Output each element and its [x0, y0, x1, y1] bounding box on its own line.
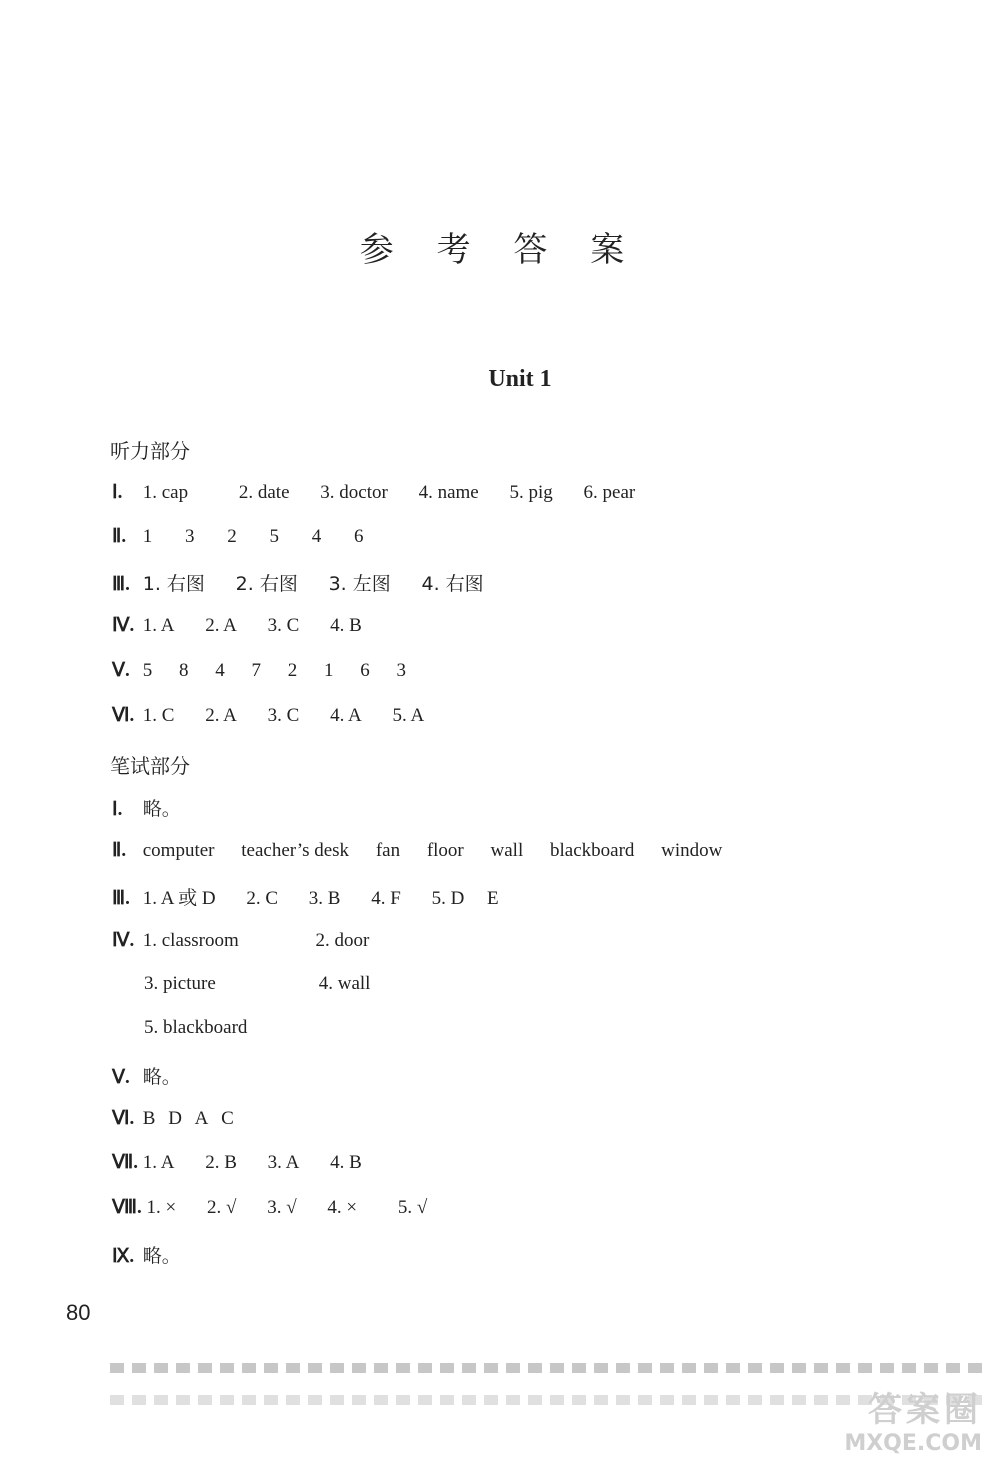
answer-item: 3 — [185, 526, 195, 547]
answer-item: 2. C — [246, 888, 279, 909]
item-number: Ⅲ. — [112, 574, 130, 595]
answer-item: window — [661, 840, 723, 861]
answer-item: 1. A 或 D — [142, 888, 216, 909]
answer-row-writing-3 — [112, 883, 525, 913]
answer-item: B — [142, 1108, 156, 1129]
answer-item: 8 — [179, 660, 189, 681]
answer-row-writing-8 — [112, 1196, 453, 1226]
item-number: Ⅱ. — [112, 526, 127, 547]
answer-item: 2. √ — [207, 1197, 237, 1218]
page-number: 80 — [66, 1300, 91, 1325]
answer-item: fan — [375, 840, 401, 861]
answer-item: 3. C — [267, 705, 300, 726]
item-number: Ⅰ. — [112, 482, 123, 503]
answer-row-writing-9 — [112, 1241, 207, 1271]
answer-item: 2. B — [205, 1152, 237, 1173]
answer-item: 5. √ — [397, 1197, 428, 1218]
answer-item: 2 — [287, 660, 298, 681]
answer-item: C — [221, 1108, 234, 1129]
answer-item: 4. F — [371, 888, 401, 909]
answer-item: 略。 — [142, 798, 181, 820]
answer-item: 3. B — [308, 888, 341, 909]
answer-item: 2. A — [205, 615, 237, 636]
answer-item: 7 — [251, 660, 261, 681]
answer-item: 1. A — [142, 1152, 175, 1173]
watermark — [844, 1382, 982, 1456]
answer-row-writing-1 — [112, 794, 207, 824]
answer-item: 3. doctor — [320, 482, 388, 503]
item-number: Ⅵ. — [112, 1108, 135, 1129]
answer-item: 3. picture — [144, 973, 216, 994]
item-number: Ⅰ. — [112, 799, 123, 820]
answer-item: 4. × — [327, 1197, 358, 1218]
answer-item: blackboard — [549, 840, 635, 861]
answer-item: 3 — [396, 660, 406, 681]
answer-item: 2. 右图 — [235, 573, 298, 595]
answer-item: 4. A — [330, 705, 362, 726]
answer-row-listening-3 — [112, 569, 510, 599]
answer-item: 略。 — [142, 1066, 181, 1088]
answer-item: 4. name — [418, 482, 479, 503]
footer-decoration — [110, 1363, 990, 1373]
answer-row-writing-7 — [112, 1151, 388, 1181]
section-heading-writing: 笔试部分 — [110, 754, 190, 778]
item-number: Ⅴ. — [112, 660, 130, 681]
answer-item: 4. 右图 — [421, 573, 484, 595]
page-title: 参 考 答 案 — [359, 230, 641, 270]
answer-item: 4 — [215, 660, 225, 681]
answer-item: floor — [426, 840, 464, 861]
answer-item: 1. classroom — [142, 930, 239, 951]
answer-item: 1. A — [142, 615, 175, 636]
answer-item: 1 — [142, 526, 153, 547]
answer-item: 5. blackboard — [144, 1017, 248, 1038]
answer-item: teacher’s desk — [241, 840, 350, 861]
watermark-url: MXQE.COM — [844, 1431, 982, 1456]
answer-item: 2 — [227, 526, 237, 547]
answer-item: 3. √ — [267, 1197, 297, 1218]
answer-item: 1. C — [142, 705, 175, 726]
answer-item: 1. 右图 — [142, 573, 205, 595]
answer-row-writing-5 — [112, 1062, 207, 1092]
answer-item: 4. B — [330, 1152, 362, 1173]
answer-item: E — [487, 888, 499, 909]
item-number: Ⅸ. — [112, 1246, 135, 1267]
answer-item: 6. pear — [583, 482, 636, 503]
answer-item: 5. A — [392, 705, 425, 726]
item-number: Ⅷ. — [112, 1197, 142, 1218]
answer-row-writing-4 — [112, 929, 395, 959]
item-number: Ⅶ. — [112, 1152, 139, 1173]
section-heading-listening: 听力部分 — [110, 439, 190, 463]
answer-item: 4. wall — [318, 973, 371, 994]
answer-item: D — [168, 1108, 182, 1129]
answer-item: 2. date — [238, 482, 290, 503]
answer-row-listening-1 — [112, 481, 661, 511]
item-number: Ⅴ. — [112, 1067, 130, 1088]
item-number: Ⅱ. — [112, 840, 127, 861]
answer-item: computer — [142, 840, 215, 861]
answer-item: 3. A — [267, 1152, 300, 1173]
answer-item: 略。 — [142, 1245, 181, 1267]
unit-title: Unit 1 — [488, 366, 552, 392]
answer-item: 3. C — [267, 615, 300, 636]
answer-item: wall — [490, 840, 524, 861]
answer-item: 2. door — [315, 930, 370, 951]
answer-row-listening-6 — [112, 704, 450, 734]
answer-item: 5. pig — [509, 482, 553, 503]
answer-item: 1. × — [146, 1197, 177, 1218]
answer-item: 6 — [360, 660, 370, 681]
answer-row-listening-4 — [112, 614, 388, 644]
answer-item: 5 — [142, 660, 153, 681]
item-number: Ⅳ. — [112, 615, 135, 636]
answer-item: 1. cap — [142, 482, 189, 503]
answer-item: 4. B — [330, 615, 362, 636]
watermark-logo: 答案圈 — [868, 1390, 982, 1430]
answer-row-listening-2 — [112, 525, 390, 555]
item-number: Ⅳ. — [112, 930, 135, 951]
answer-item: 1 — [324, 660, 334, 681]
answer-row-writing-2 — [112, 839, 748, 869]
answer-item: 6 — [354, 526, 364, 547]
answer-item: 5. D — [431, 888, 465, 909]
answer-item: 3. 左图 — [328, 573, 391, 595]
answer-item: 5 — [269, 526, 279, 547]
answer-row-writing-6 — [112, 1107, 260, 1137]
answer-row-listening-5 — [112, 659, 432, 689]
item-number: Ⅵ. — [112, 705, 135, 726]
answer-item: 2. A — [205, 705, 237, 726]
item-number: Ⅲ. — [112, 888, 130, 909]
answer-row-writing-4c — [144, 1017, 273, 1047]
answer-item: A — [194, 1108, 209, 1129]
answer-item: 4 — [311, 526, 322, 547]
answer-row-writing-4b — [144, 973, 396, 1003]
